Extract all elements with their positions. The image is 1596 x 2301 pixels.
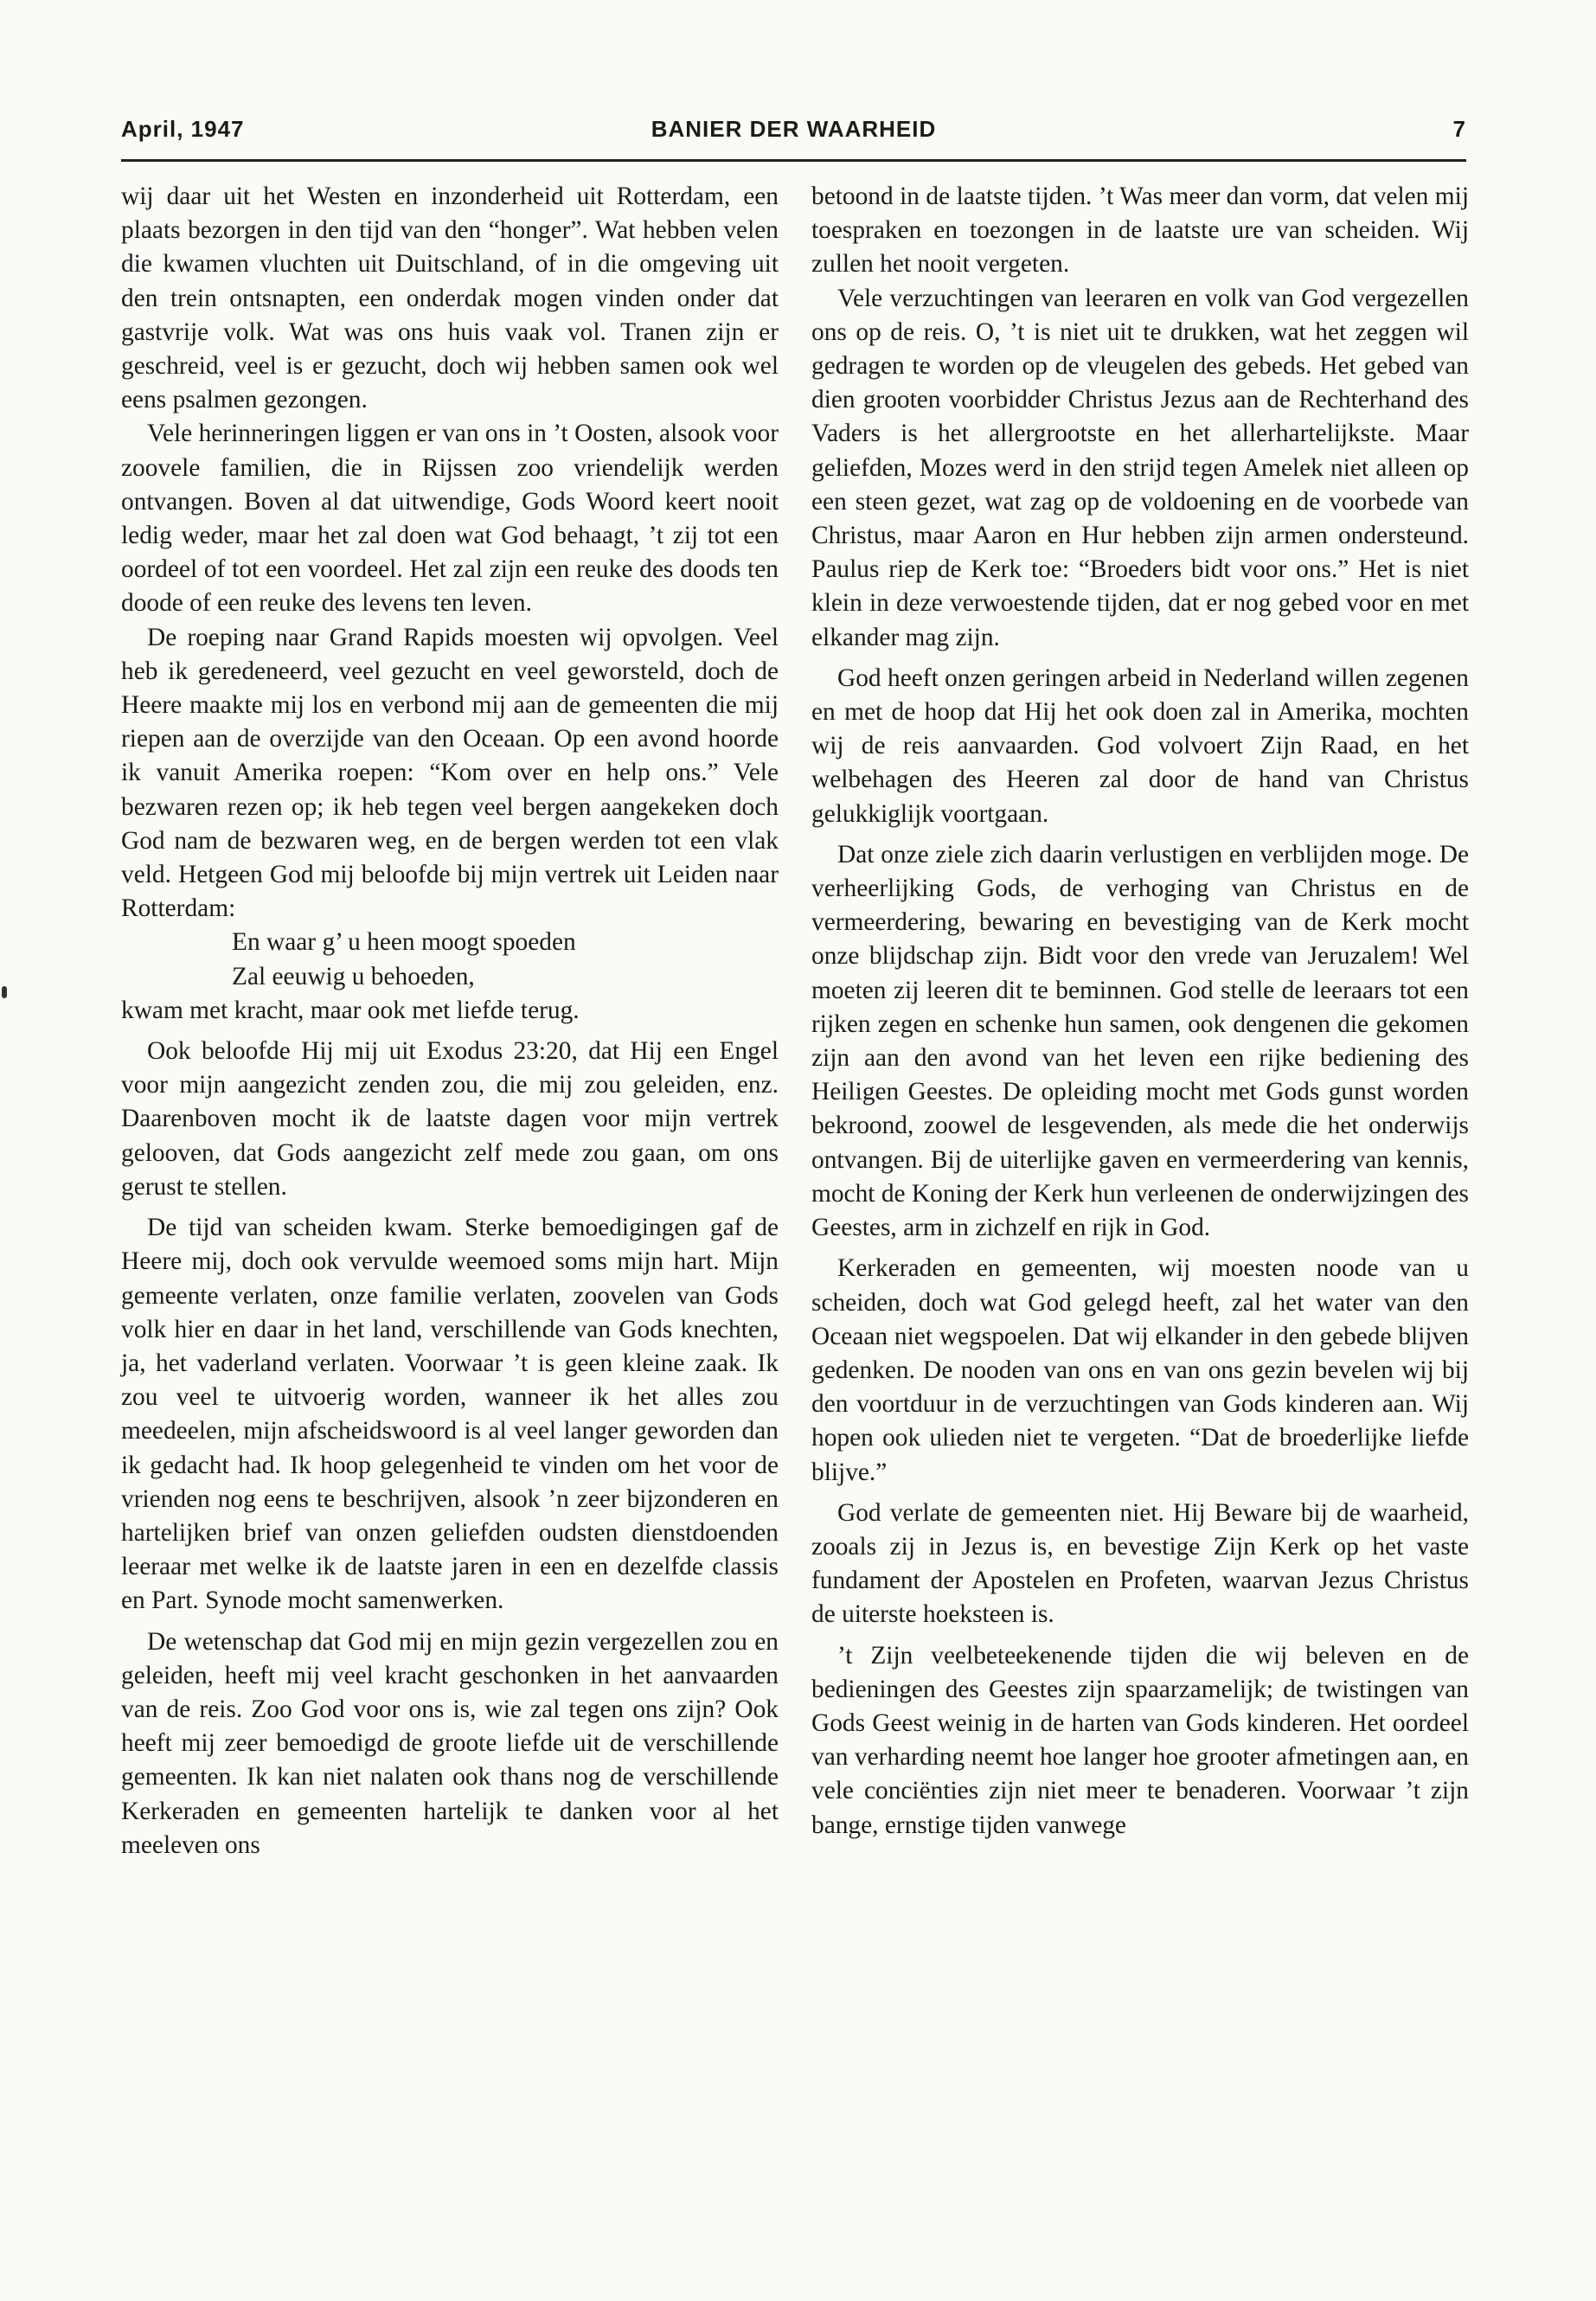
paragraph: Vele verzuchtingen van leeraren en volk van God vergezellen ons op de reis. O, ’t is niet uit te drukken, wat het zeggen wil gedragen te worden op de vleugelen des gebeds. Het gebed van dien grooten voorbidder Christus Jezus aan de Rechterhand des Vaders is het allergrootste en het allerhartelijkste. Maar geliefden, Mozes werd in den strijd tegen Amelek niet alleen op een steen gezet, wat zag op de voldoening en de voorbede van Christus, maar Aaron en Hur hebben zijn armen ondersteund. Paulus riep de Kerk toe: “Broeders bidt voor ons.” Het is niet klein in deze verwoestende tijden, dat er nog gebed voor en met elkander mag zijn.	[811, 284, 1469, 651]
page-number: 7	[1452, 116, 1466, 142]
paragraph: betoond in de laatste tijden. ’t Was meer dan vorm, dat velen mij toespraken en toezongen in de laatste ure van scheiden. Wij zullen het nooit vergeten.	[811, 183, 1469, 279]
paragraph: Kerkeraden en gemeenten, wij moesten noode van u scheiden, doch wat God gelegd heeft, zal het water van den Oceaan niet wegspoelen. Dat wij elkander in den gebede blijven gedenken. De nooden van ons en van ons gezin bevelen wij bij den voortduur in de verzuchtingen van Gods kinderen aan. Wij hopen ook ulieden niet te vergeten. “Dat de broederlijke liefde blijve.”	[811, 1254, 1469, 1486]
paragraph: De roeping naar Grand Rapids moesten wij opvolgen. Veel heb ik geredeneerd, veel gezucht en veel geworsteld, doch de Heere maakte mij los en verbond mij aan de gemeenten die mij riepen aan de overzijde van den Oceaan. Op een avond hoorde ik vanuit Amerika roepen: “Kom over en help ons.” Vele bezwaren rezen op; ik heb tegen veel bergen aangekeken doch God nam de bezwaren weg, en de bergen werden tot een vlak veld. Hetgeen God mij beloofde bij mijn vertrek uit Leiden naar Rotterdam:	[121, 623, 779, 923]
running-header	[121, 107, 1466, 152]
verse-line: Zal eeuwig u behoeden,	[232, 962, 475, 990]
scan-mark	[2, 986, 7, 998]
header-rule	[121, 159, 1466, 162]
paragraph: wij daar uit het Westen en inzonderheid uit Rotterdam, een plaats bezorgen in den tijd van den “honger”. Wat hebben velen die kwamen vluchten uit Duitschland, of in die omgeving uit den trein ontsnapten, een onderdak mogen vinden onder dat gastvrije volk. Wat was ons huis vaak vol. Tranen zijn er geschreid, veel is er gezucht, doch wij hebben samen ook wel eens psalmen gezongen.	[121, 183, 779, 414]
paragraph: De wetenschap dat God mij en mijn gezin vergezellen zou en geleiden, heeft mij veel kracht geschonken in het aanvaarden van de reis. Zoo God voor ons is, wie zal tegen ons zijn? Ook heeft mij zeer bemoedigd de groote liefde uit de verschillende gemeenten. Ik kan niet nalaten ook thans nog de verschillende Kerkeraden en gemeenten hartelijk te danken voor al het meeleven ons	[121, 1627, 779, 1859]
paragraph: Ook beloofde Hij mij uit Exodus 23:20, dat Hij een Engel voor mijn aangezicht zenden zou, die mij zou geleiden, enz. Daarenboven mocht ik de laatste dagen voor mijn vertrek gelooven, dat Gods aangezicht zelf mede zou gaan, om ons gerust te stellen.	[121, 1037, 779, 1201]
paragraph: kwam met kracht, maar ook met liefde terug.	[121, 996, 580, 1024]
issue-date: April, 1947	[121, 116, 245, 142]
paragraph: De tijd van scheiden kwam. Sterke bemoedigingen gaf de Heere mij, doch ook vervulde weemoed soms mijn hart. Mijn gemeente verlaten, onze familie verlaten, zoovelen van Gods volk hier en daar in het land, verschillende van Gods knechten, ja, het vaderland verlaten. Voorwaar ’t is geen kleine zaak. Ik zou veel te uitvoerig worden, wanneer ik het alles zou meedeelen, mijn afscheidswoord is al veel langer geworden dan ik gedacht had. Ik hoop gelegenheid te vinden om het voor de vrienden nog eens te beschrijven, alsook ’n zeer bijzonderen en hartelijken brief van onzen geliefden oudsten dienstdoenden leeraar met welke ik de laatste jaren in een en dezelfde classis en Part. Synode mocht samenwerken.	[121, 1214, 779, 1615]
paragraph: God verlate de gemeenten niet. Hij Beware bij de waarheid, zooals zij in Jezus is, en bevestige Zijn Kerk op het vaste fundament der Apostelen en Profeten, waarvan Jezus Christus de uiterste hoeksteen is.	[811, 1498, 1469, 1629]
paragraph: Vele herinneringen liggen er van ons in ’t Oosten, alsook voor zoovele familien, die in Rijssen zoo vriendelijk werden ontvangen. Boven al dat uitwendige, Gods Woord keert nooit ledig weder, maar het zal doen wat God behaagt, ’t zij tot een oordeel of tot een voordeel. Het zal zijn een reuke des doods ten doode of een reuke des levens ten leven.	[121, 420, 779, 618]
paragraph: God heeft onzen geringen arbeid in Nederland willen zegenen en met de hoop dat Hij het ook doen zal in Amerika, mochten wij de reis aanvaarden. God volvoert Zijn Raad, en het welbehagen des Heeren zal door de hand van Christus gelukkiglijk voortgaan.	[811, 663, 1469, 828]
verse-line: En waar g’ u heen moogt spoeden	[232, 928, 576, 957]
journal-title: BANIER DER WAARHEID	[651, 116, 937, 142]
right-column	[811, 180, 1469, 1843]
left-column	[121, 180, 779, 1862]
paragraph: ’t Zijn veelbeteekenende tijden die wij beleven en de bedieningen des Geestes zijn spaarzamelijk; de twistingen van Gods Geest weinig in de harten van Gods kinderen. Het oordeel van verharding neemt hoe langer hoe grooter afmetingen aan, en vele conciënties zijn niet meer te benaderen. Voorwaar ’t zijn bange, ernstige tijden vanwege	[811, 1641, 1469, 1839]
paragraph: Dat onze ziele zich daarin verlustigen en verblijden moge. De verheerlijking Gods, de verhoging van Christus en de vermeerdering, bewaring en bevestiging van de Kerk mocht onze blijdschap zijn. Bidt voor den vrede van Jeruzalem! Wel moeten zij leeren dit te beminnen. God stelle de leeraars tot een rijken zegen en schenke hun samen, ook dengenen die gekomen zijn aan den avond van het leven een rijke bediening des Heiligen Geestes. De opleiding mocht met Gods gunst worden bekroond, zoowel de lesgevenden, als mede die het onderwijs ontvangen. Bij de uiterlijke gaven en vermeerdering van kennis, mocht de Koning der Kerk hun verleenen de onderwijzingen des Geestes, arm in zichzelf en rijk in God.	[811, 840, 1469, 1242]
